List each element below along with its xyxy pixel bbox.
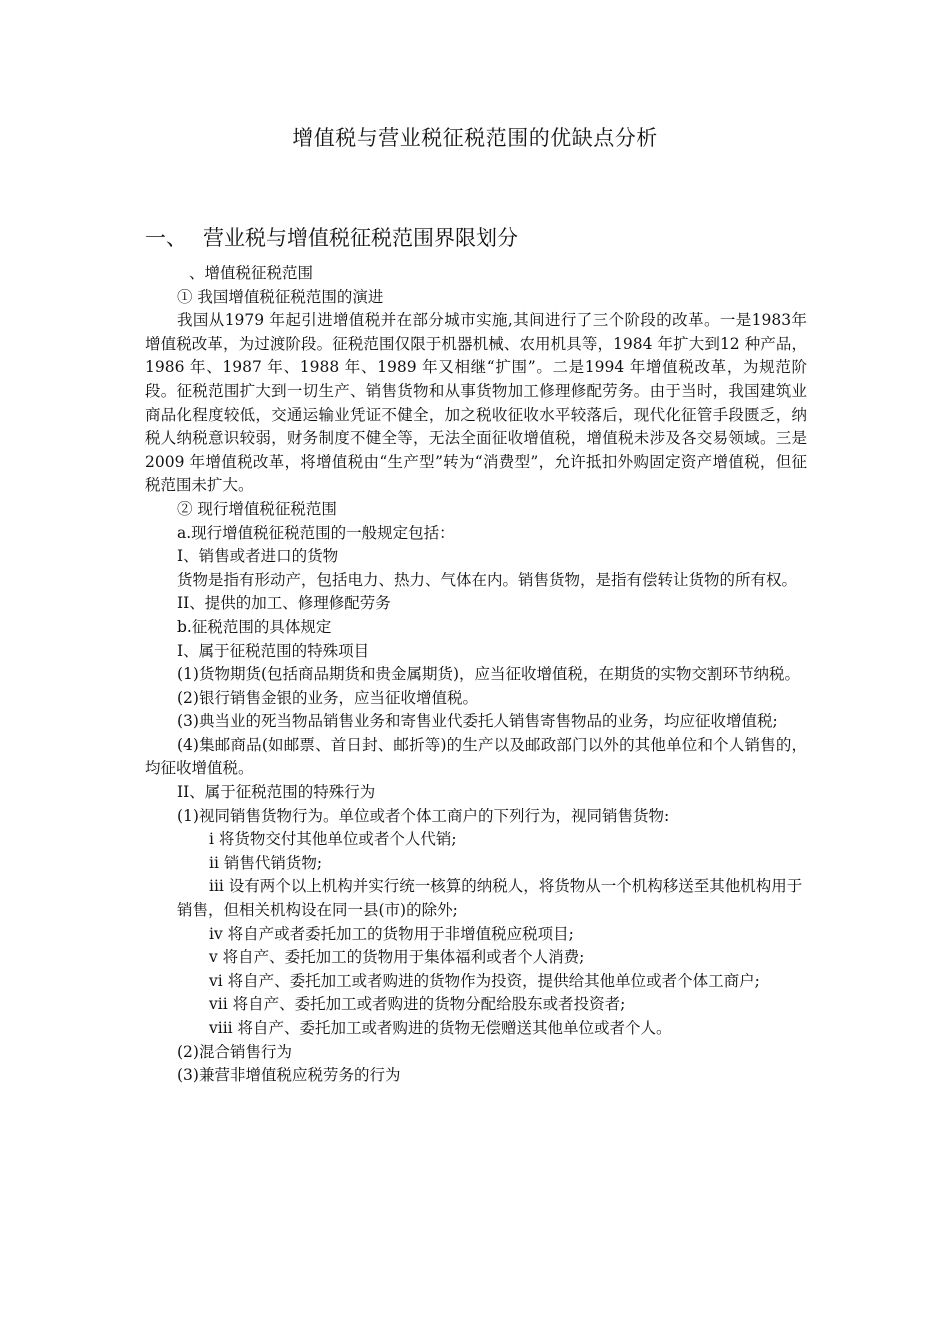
paragraph: (1)视同销售货物行为。单位或者个体工商户的下列行为，视同销售货物: <box>177 806 670 825</box>
paragraph: (3)典当业的死当物品销售业务和寄售业代委托人销售寄售物品的业务，均应征收增值税; <box>177 712 778 731</box>
paragraph: II、提供的加工、修理修配劳务 <box>177 594 391 613</box>
list-item: i 将货物交付其他单位或者个人代销; <box>209 830 457 849</box>
document-title: 增值税与营业税征税范围的优缺点分析 <box>292 126 658 150</box>
list-item: v 将自产、委托加工的货物用于集体福利或者个人消费; <box>209 948 585 967</box>
list-item: vi 将自产、委托加工或者购进的货物作为投资，提供给其他单位或者个体工商户; <box>209 971 760 990</box>
paragraph: (1)货物期货(包括商品期货和贵金属期货)，应当征收增值税，在期货的实物交割环节纳税。 <box>177 665 801 684</box>
paragraph: 货物是指有形动产，包括电力、热力、气体在内。销售货物，是指有偿转让货物的所有权。 <box>177 570 798 589</box>
subsection-heading: 、增值税征税范围 <box>189 264 314 282</box>
list-item: iii 设有两个以上机构并实行统一核算的纳税人，将货物从一个机构移送至其他机构用于销售，但相关机构设在同一县(市)的除外; <box>177 877 803 920</box>
list-item: viii 将自产、委托加工或者购进的货物无偿赠送其他单位或者个人。 <box>209 1019 672 1037</box>
paragraph: II、属于征税范围的特殊行为 <box>177 783 376 802</box>
section-heading-text: 营业税与增值税征税范围界限划分 <box>203 226 518 250</box>
list-item: iv 将自产或者委托加工的货物用于非增值税应税项目; <box>209 924 574 943</box>
paragraph: a.现行增值税征税范围的一般规定包括： <box>177 523 455 542</box>
paragraph: b.征税范围的具体规定 <box>177 617 332 636</box>
section-heading-1 <box>145 222 518 252</box>
paragraph: I、属于征税范围的特殊项目 <box>177 641 370 660</box>
document-body <box>145 262 807 1088</box>
paragraph: (2)银行销售金银的业务，应当征收增值税。 <box>177 688 478 707</box>
paragraph: 我国从1979 年起引进增值税并在部分城市实施,其间进行了三个阶段的改革。一是1983年增值税改革，为过渡阶段。征税范围仅限于机器机械、农用机具等，1984 年扩大到12 种产品，1986 年、1987 年、1988 年、1989 年又相继“扩围”。二是1994 年增值税改革，为规范阶段。征税范围扩大到一切生产、销售货物和从事货物加工修理修配劳务。由于当时，我国建筑业商品化程度较低，交通运输业凭证不健全，加之税收征收水平较落后，现代化征管手段匮乏，纳税人纳税意识较弱，财务制度不健全等，无法全面征收增值税，增值税未涉及各交易领域。三是2009 年增值税改革，将增值税由“生产型”转为“消费型”，允许抵扣外购固定资产增值税，但征税范围未扩大。 <box>145 311 807 495</box>
paragraph: I、销售或者进口的货物 <box>177 547 339 566</box>
list-item: ii 销售代销货物; <box>209 853 323 872</box>
paragraph: (3)兼营非增值税应税劳务的行为 <box>177 1066 401 1085</box>
list-heading: ② 现行增值税征税范围 <box>177 499 337 518</box>
paragraph: (2)混合销售行为 <box>177 1042 292 1061</box>
section-number: 一、 <box>145 226 187 250</box>
list-heading: ① 我国增值税征税范围的演进 <box>177 287 384 306</box>
list-item: vii 将自产、委托加工或者购进的货物分配给股东或者投资者; <box>209 995 626 1014</box>
paragraph: (4)集邮商品(如邮票、首日封、邮折等)的生产以及邮政部门以外的其他单位和个人销售的，均征收增值税。 <box>145 735 807 778</box>
